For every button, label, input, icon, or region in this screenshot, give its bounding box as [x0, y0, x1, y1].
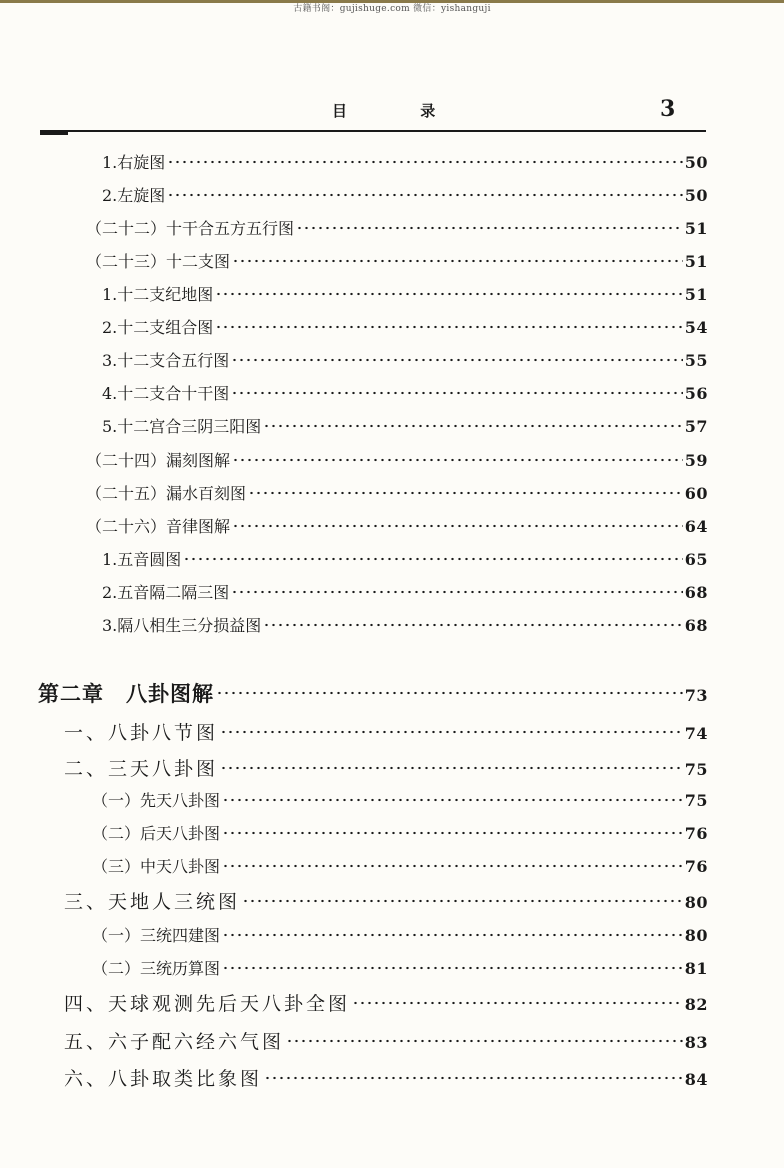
toc-entry-label: 三、天地人三统图	[64, 891, 241, 913]
leader-dots	[231, 357, 682, 363]
toc-entry-page: 51	[684, 219, 708, 238]
toc-entry-page: 57	[684, 417, 708, 436]
toc-entry[interactable]	[102, 381, 708, 404]
page-header	[0, 96, 784, 126]
toc-entry-label: 六、八卦取类比象图	[64, 1068, 263, 1090]
toc-entry-page: 84	[684, 1070, 708, 1089]
toc-entry-label: 5.十二宫合三阴三阳图	[102, 417, 262, 436]
leader-dots	[222, 863, 683, 869]
toc-entry[interactable]	[102, 282, 708, 305]
toc-entry-page: 68	[684, 616, 708, 635]
toc-entry-page: 80	[684, 926, 708, 945]
toc-entry[interactable]	[102, 183, 708, 206]
toc-section-entry[interactable]	[64, 989, 708, 1016]
toc-entry-label: （二）三统历算图	[92, 959, 221, 978]
toc-entry-page: 60	[684, 484, 708, 503]
toc-section-entry[interactable]	[64, 1027, 708, 1054]
toc-section-entry[interactable]	[64, 754, 708, 781]
toc-entry-page: 51	[684, 252, 708, 271]
header-rule-tick	[40, 131, 68, 135]
leader-dots	[232, 258, 683, 264]
toc-section-entry[interactable]	[64, 1064, 708, 1091]
toc-entry-page: 64	[684, 517, 708, 536]
leader-dots	[167, 192, 682, 198]
leader-dots	[263, 622, 682, 628]
toc-entry[interactable]	[86, 481, 708, 504]
leader-dots	[263, 423, 682, 429]
toc-entry-label: 3.隔八相生三分损益图	[102, 616, 262, 635]
toc-entry-page: 81	[684, 959, 708, 978]
toc-entry-page: 76	[684, 857, 708, 876]
toc-entry-page: 83	[684, 1033, 708, 1052]
toc-entry-page: 50	[684, 186, 708, 205]
toc-entry-label: 四、天球观测先后天八卦全图	[64, 993, 351, 1015]
leader-dots	[215, 291, 682, 297]
header-rule	[40, 130, 706, 132]
leader-dots	[167, 159, 682, 165]
toc-entry-label: （二十二）十干合五方五行图	[86, 219, 295, 238]
toc-entry[interactable]	[86, 249, 708, 272]
leader-dots	[220, 765, 683, 771]
toc-entry-page: 73	[684, 686, 708, 705]
toc-entry-label: （二十三）十二支图	[86, 252, 231, 271]
toc-entry-page: 74	[684, 724, 708, 743]
toc-entry[interactable]	[102, 150, 708, 173]
leader-dots	[183, 556, 682, 562]
leader-dots	[232, 523, 683, 529]
leader-dots	[264, 1075, 683, 1081]
toc-entry-page: 55	[684, 351, 708, 370]
leader-dots	[231, 589, 682, 595]
toc-entry-label: 2.五音隔二隔三图	[102, 583, 230, 602]
toc-entry[interactable]	[86, 216, 708, 239]
toc-entry-label: 第二章 八卦图解	[38, 681, 214, 706]
page-number: 3	[660, 96, 676, 122]
leader-dots	[296, 225, 683, 231]
toc-entry[interactable]	[102, 580, 708, 603]
leader-dots	[222, 932, 683, 938]
toc-entry[interactable]	[102, 315, 708, 338]
toc-entry-page: 56	[684, 384, 708, 403]
toc-entry[interactable]	[86, 448, 708, 471]
leader-dots	[231, 390, 682, 396]
leader-dots	[352, 1000, 683, 1006]
toc-entry[interactable]	[102, 547, 708, 570]
leader-dots	[248, 490, 683, 496]
toc-entry-label: 2.左旋图	[102, 186, 166, 205]
toc-entry-label: 一、八卦八节图	[64, 722, 219, 744]
toc-entry-page: 51	[684, 285, 708, 304]
leader-dots	[286, 1038, 683, 1044]
leader-dots	[220, 729, 683, 735]
toc-entry-label: 1.五音圆图	[102, 550, 182, 569]
toc-entry-page: 54	[684, 318, 708, 337]
toc-entry-page: 65	[684, 550, 708, 569]
toc-entry[interactable]	[86, 514, 708, 537]
toc-section-entry[interactable]	[64, 718, 708, 745]
leader-dots	[222, 830, 683, 836]
toc-entry-page: 75	[684, 760, 708, 779]
toc-entry-label: 1.十二支纪地图	[102, 285, 214, 304]
toc-entry-label: （一）先天八卦图	[92, 791, 221, 810]
toc-entry-label: （二）后天八卦图	[92, 824, 221, 843]
toc-entry-page: 76	[684, 824, 708, 843]
toc-entry-page: 68	[684, 583, 708, 602]
leader-dots	[242, 898, 683, 904]
toc-entry-label: 二、三天八卦图	[64, 758, 219, 780]
toc-entry-label: （三）中天八卦图	[92, 857, 221, 876]
toc-entry-label: （二十六）音律图解	[86, 517, 231, 536]
watermark: 古籍书阁：gujishuge.com 微信：yishanguji	[293, 4, 491, 14]
toc-entry-label: （二十五）漏水百刻图	[86, 484, 247, 503]
page-title: 目 录	[332, 102, 470, 120]
leader-dots	[232, 457, 683, 463]
toc-section-entry[interactable]	[64, 887, 708, 914]
toc-entry-label: 五、六子配六经六气图	[64, 1031, 285, 1053]
toc-entry-label: 3.十二支合五行图	[102, 351, 230, 370]
toc-entry-label: （一）三统四建图	[92, 926, 221, 945]
toc-entry[interactable]	[92, 956, 708, 979]
toc-entry[interactable]	[102, 613, 708, 636]
leader-dots	[216, 690, 683, 696]
leader-dots	[222, 797, 683, 803]
toc-chapter-entry[interactable]	[38, 678, 708, 708]
toc-entry-label: 2.十二支组合图	[102, 318, 214, 337]
toc-entry-page: 59	[684, 451, 708, 470]
toc-entry-page: 82	[684, 995, 708, 1014]
toc-entry-page: 75	[684, 791, 708, 810]
toc-entry[interactable]	[102, 414, 708, 437]
toc-entry[interactable]	[92, 788, 708, 811]
leader-dots	[222, 965, 683, 971]
toc-entry-label: 4.十二支合十干图	[102, 384, 230, 403]
toc-entry-page: 80	[684, 893, 708, 912]
toc-entry[interactable]	[102, 348, 708, 371]
leader-dots	[215, 324, 682, 330]
toc-entry-label: （二十四）漏刻图解	[86, 451, 231, 470]
toc-entry[interactable]	[92, 854, 708, 877]
toc-entry[interactable]	[92, 821, 708, 844]
toc-entry-label: 1.右旋图	[102, 153, 166, 172]
toc-entry-page: 50	[684, 153, 708, 172]
toc-entry[interactable]	[92, 923, 708, 946]
